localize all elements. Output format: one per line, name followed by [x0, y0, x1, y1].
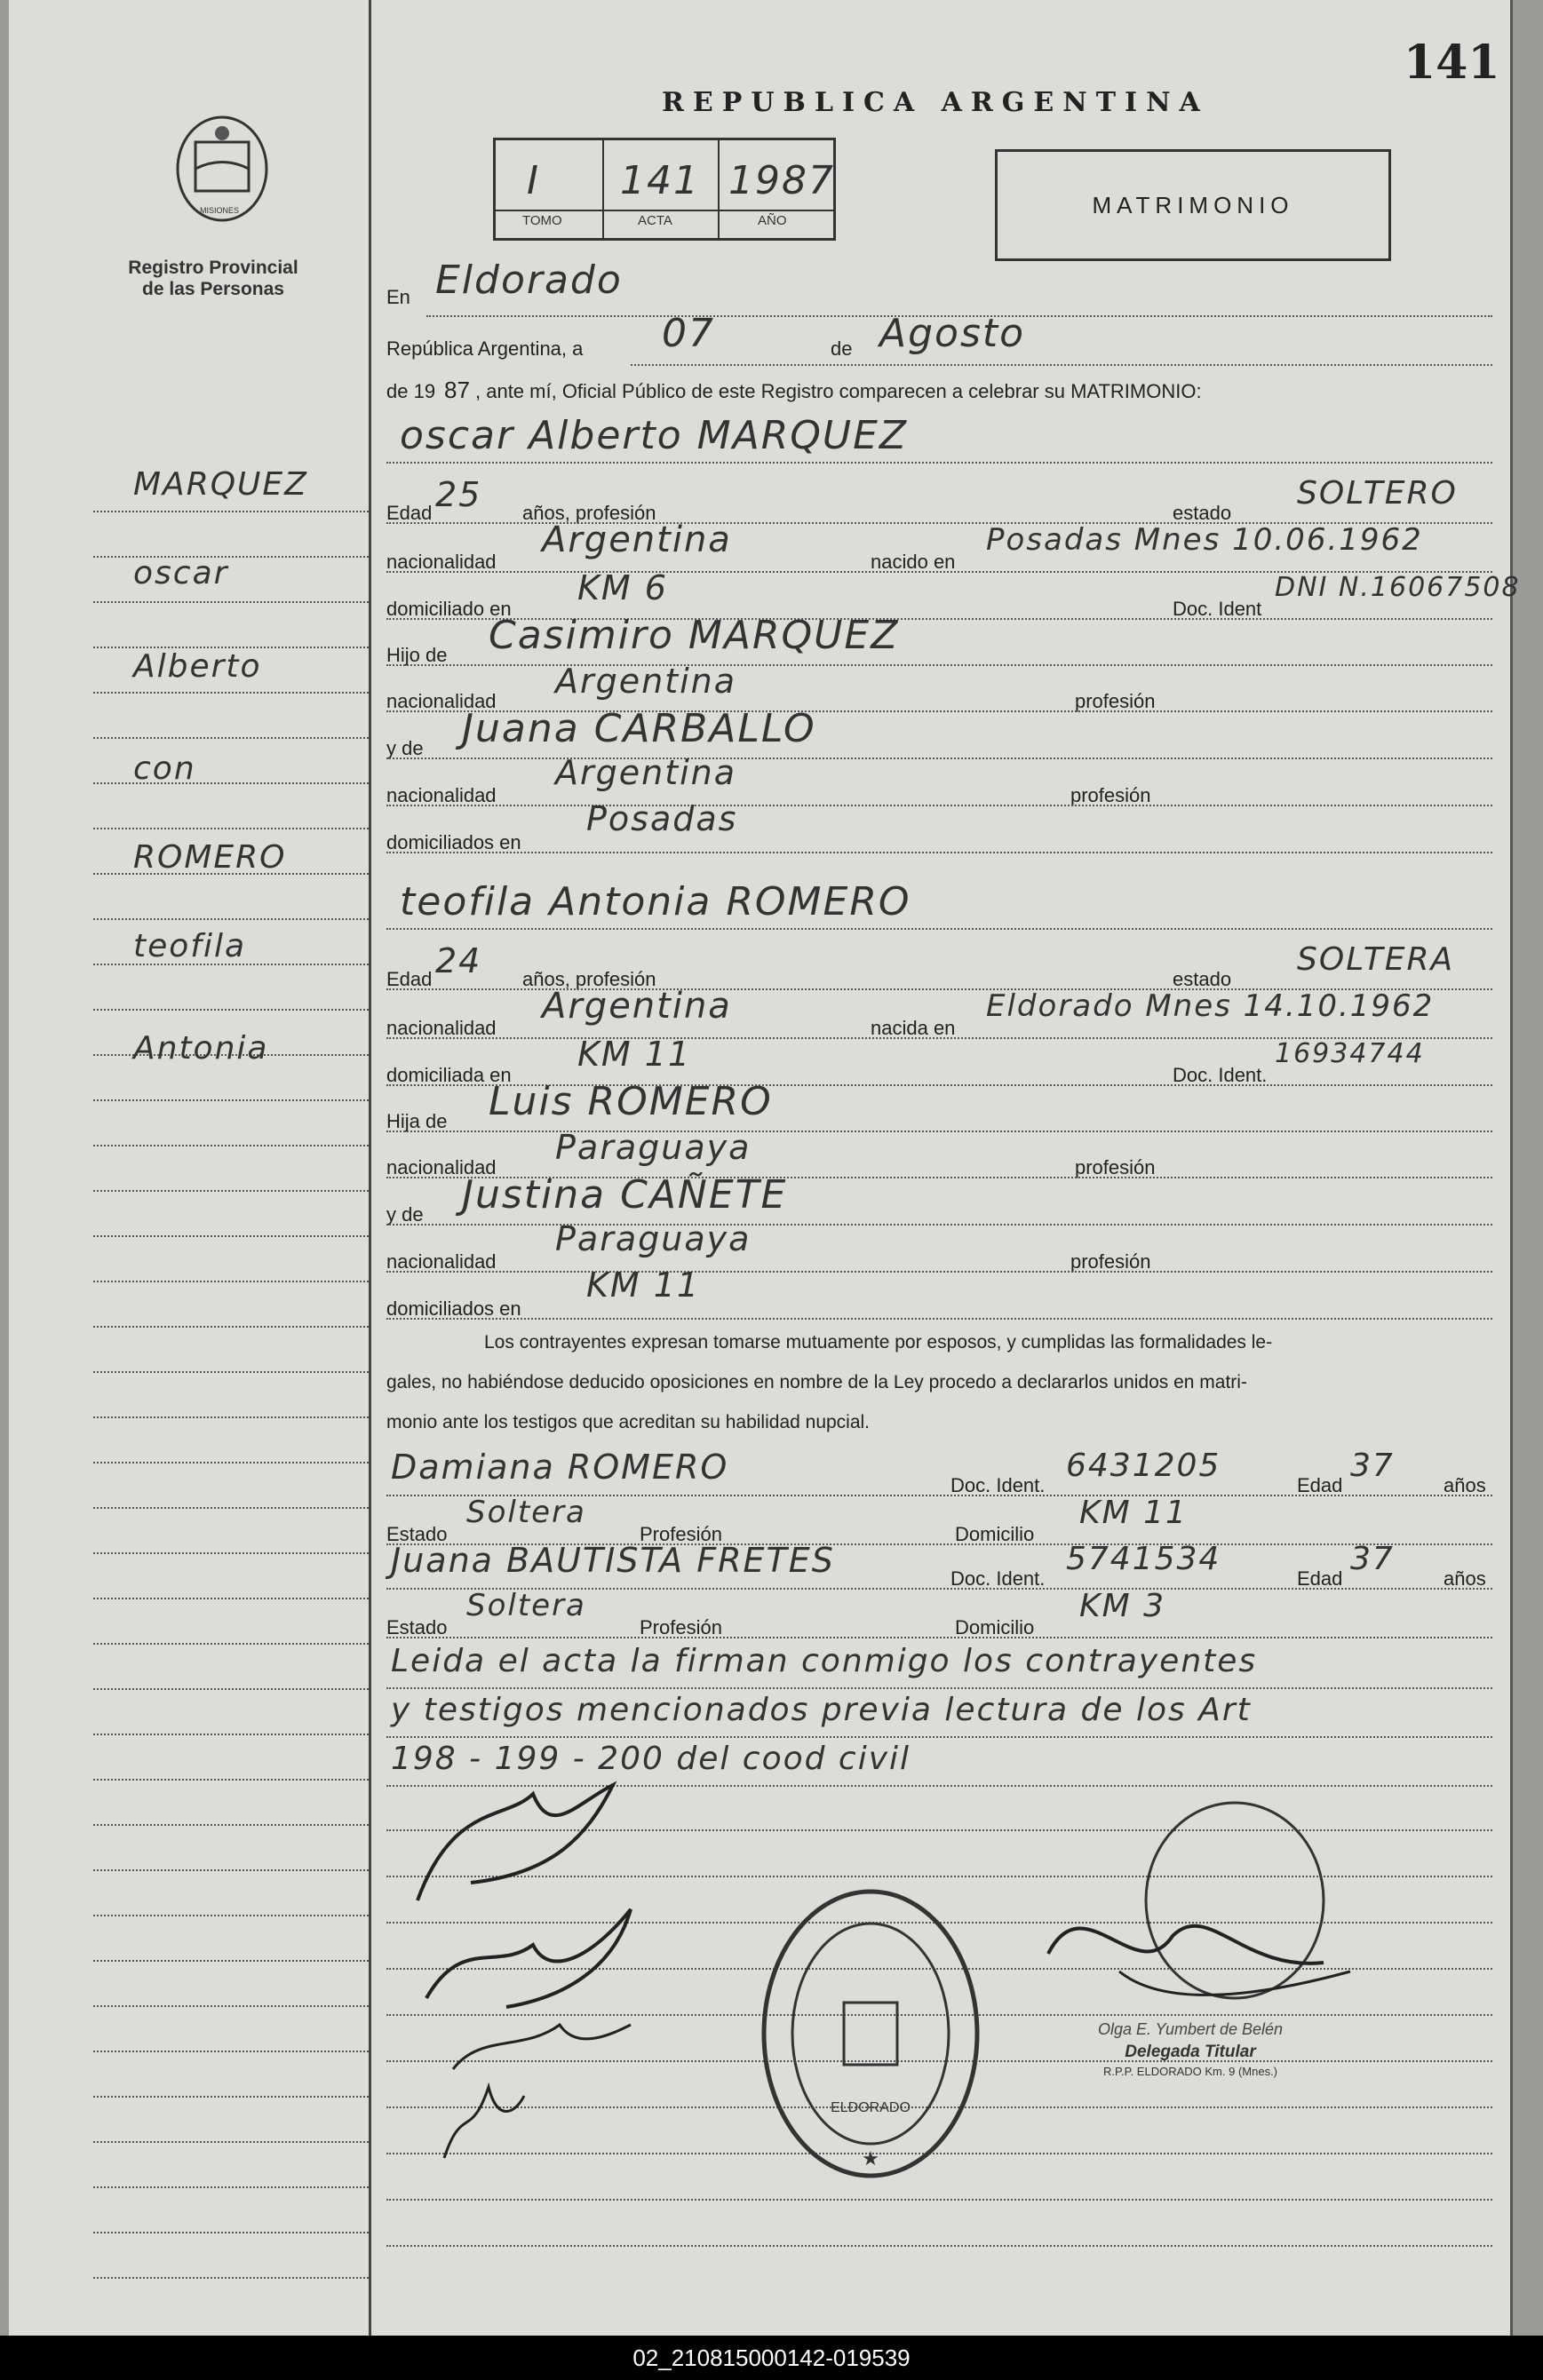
mother-value: Juana CARBALLO: [462, 706, 816, 751]
record-type: MATRIMONIO: [1092, 192, 1294, 218]
witness-edad-label: Edad: [1297, 1567, 1343, 1590]
fill-line: [386, 1224, 1492, 1226]
tomo-label: TOMO: [522, 213, 562, 228]
margin-note: Antonia: [133, 1030, 269, 1067]
doc-label: Doc. Ident: [1173, 598, 1262, 620]
closing-line: Leida el acta la firman conmigo los contrayentes: [391, 1643, 1258, 1679]
declaration-line-1: Los contrayentes expresan tomarse mutuamente por esposos, y cumplidas las formalidades le-: [484, 1332, 1273, 1353]
fill-line: [386, 1687, 1492, 1689]
edad-label: Edad: [386, 968, 433, 990]
margin-note: ROMERO: [133, 839, 287, 876]
margin-line: [93, 2096, 369, 2098]
margin-note: teofila: [133, 928, 247, 964]
margin-line: [93, 1462, 369, 1464]
father-profesion-label: profesión: [1075, 1156, 1156, 1178]
margin-line: [93, 1009, 369, 1011]
official-name: Olga E. Yumbert de Belén: [1097, 2020, 1284, 2038]
fill-line: [386, 758, 1492, 759]
estado-label: estado: [1173, 502, 1232, 524]
age-value: 24: [435, 941, 482, 980]
margin-line: [93, 737, 369, 739]
witness-domicilio-label: Domicilio: [955, 1616, 1035, 1638]
en-label: En: [386, 286, 410, 308]
margin-line: [93, 1552, 369, 1554]
crest-label: MISIONES: [200, 206, 240, 215]
margin-line: [93, 601, 369, 603]
doc-label: Doc. Ident.: [1173, 1064, 1268, 1086]
de-label: de: [831, 337, 853, 360]
margin-line: [93, 1371, 369, 1373]
groom-name: oscar Alberto MARQUEZ: [400, 413, 909, 458]
margin-line: [93, 1960, 369, 1962]
witness-doc-value: 6431205: [1066, 1448, 1221, 1484]
margin-line: [93, 2141, 369, 2143]
margin-line: [93, 511, 369, 512]
nacionalidad-label: nacionalidad: [386, 551, 497, 573]
doc-value: 16934744: [1275, 1038, 1425, 1069]
country-title: REPUBLICA ARGENTINA: [662, 87, 1209, 118]
age-value: 25: [435, 475, 482, 514]
fill-line: [386, 664, 1492, 666]
registry-name: Registro Provincial de las Personas: [128, 258, 298, 299]
place-value: Eldorado: [435, 258, 623, 303]
margin-line: [93, 2005, 369, 2007]
bride-name: teofila Antonia ROMERO: [400, 879, 911, 924]
estado-value: SOLTERO: [1297, 475, 1458, 512]
margin-line: [93, 1099, 369, 1101]
witness-doc-value: 5741534: [1066, 1541, 1221, 1577]
witness-estado-value: Soltera: [466, 1588, 586, 1623]
mother-profesion-label: profesión: [1070, 784, 1151, 806]
margin-note: con: [133, 750, 196, 787]
stamp-city: ELDORADO: [831, 2100, 911, 2115]
mother-nat-label: nacionalidad: [386, 1250, 497, 1273]
tomo-value: I: [527, 158, 540, 203]
acta-label: ACTA: [638, 213, 672, 228]
witness-anos-label: años: [1444, 1567, 1486, 1590]
witness-name: Damiana ROMERO: [391, 1448, 729, 1487]
witness-anos-label: años: [1444, 1474, 1486, 1496]
father-nat-label: nacionalidad: [386, 1156, 497, 1178]
page-number: 141: [1404, 36, 1500, 90]
fill-line: [386, 1736, 1492, 1738]
witness-name: Juana BAUTISTA FRETES: [391, 1541, 835, 1580]
witness-estado-label: Estado: [386, 1616, 448, 1638]
birthplace-label: nacido en: [871, 551, 956, 573]
mother-label: y de: [386, 737, 424, 759]
margin-line: [93, 1779, 369, 1781]
birthplace-label: nacida en: [871, 1017, 956, 1039]
year-value: 87: [444, 377, 470, 403]
nacionalidad-value: Argentina: [542, 520, 732, 560]
record-type-box: [995, 149, 1391, 261]
margin-line: [93, 2232, 369, 2233]
margin-line: [93, 1416, 369, 1418]
witness-age-value: 37: [1350, 1448, 1395, 1484]
profesion-label: años, profesión: [522, 502, 656, 524]
parents-dom-label: domiciliados en: [386, 1297, 521, 1320]
witness-age-value: 37: [1350, 1541, 1395, 1577]
margin-line: [93, 1145, 369, 1146]
father-nat-label: nacionalidad: [386, 690, 497, 712]
fill-line: [386, 2245, 1492, 2247]
father-label: Hijo de: [386, 644, 448, 666]
witness-estado-label: Estado: [386, 1523, 448, 1545]
fill-line: [631, 364, 1492, 366]
margin-line: [93, 1733, 369, 1735]
mother-nat-value: Argentina: [555, 753, 737, 792]
margin-line: [93, 1281, 369, 1282]
month-value: Agosto: [879, 311, 1026, 356]
svg-text:★: ★: [862, 2147, 879, 2170]
mother-profesion-label: profesión: [1070, 1250, 1151, 1273]
witness-profesion-label: Profesión: [640, 1523, 722, 1545]
ano-value: 1987: [728, 158, 835, 203]
declaration-line-2: gales, no habiéndose deducido oposiciones en nombre de la Ley procedo a declararlos unidos en matri-: [386, 1372, 1247, 1392]
margin-line: [93, 1915, 369, 1916]
margin-note: Alberto: [133, 648, 262, 685]
doc-value: DNI N.16067508: [1275, 572, 1521, 603]
father-nat-value: Argentina: [555, 662, 737, 701]
margin-line: [93, 1235, 369, 1237]
margin-note: MARQUEZ: [133, 466, 308, 503]
mother-nat-label: nacionalidad: [386, 784, 497, 806]
estado-label: estado: [1173, 968, 1232, 990]
margin-line: [93, 918, 369, 920]
father-nat-value: Paraguaya: [555, 1128, 752, 1167]
domicilio-value: KM 6: [577, 568, 668, 607]
witness-doc-label: Doc. Ident.: [950, 1474, 1046, 1496]
margin-line: [93, 1598, 369, 1599]
margin-line: [93, 2051, 369, 2052]
witness-domicilio-label: Domicilio: [955, 1523, 1035, 1545]
domicilio-value: KM 11: [577, 1035, 692, 1074]
margin-line: [93, 1326, 369, 1328]
margin-divider: [369, 0, 371, 2336]
image-id-footer: 02_210815000142-019539: [0, 2336, 1543, 2380]
father-profesion-label: profesión: [1075, 690, 1156, 712]
official-stamp: [755, 1883, 986, 2185]
witness-domicilio-value: KM 11: [1079, 1495, 1188, 1531]
witness-edad-label: Edad: [1297, 1474, 1343, 1496]
mother-nat-value: Paraguaya: [555, 1219, 752, 1258]
intro-rest: , ante mí, Oficial Público de este Registro comparecen a celebrar su MATRIMONIO:: [475, 380, 1202, 402]
fill-line: [386, 1271, 1492, 1273]
closing-line: 198 - 199 - 200 del cood civil: [391, 1741, 911, 1777]
margin-line: [93, 2277, 369, 2279]
parents-dom-value: Posadas: [586, 799, 738, 838]
book-reference-box: [493, 138, 836, 241]
margin-line: [93, 692, 369, 694]
nacionalidad-label: nacionalidad: [386, 1017, 497, 1039]
ano-label: AÑO: [758, 213, 787, 228]
father-label: Hija de: [386, 1110, 448, 1132]
fill-line: [386, 852, 1492, 853]
margin-line: [93, 1688, 369, 1690]
official-title: Delegada Titular: [1125, 2043, 1256, 2061]
margin-line: [93, 1869, 369, 1871]
mother-value: Justina CAÑETE: [462, 1172, 788, 1218]
mother-label: y de: [386, 1203, 424, 1226]
fill-line: [386, 1318, 1492, 1320]
declaration-line-3: monio ante los testigos que acreditan su habilidad nupcial.: [386, 1412, 871, 1432]
signature-official: [1030, 1794, 1404, 2025]
birthplace-value: Posadas Mnes 10.06.1962: [986, 522, 1423, 558]
margin-note: oscar: [133, 555, 229, 591]
fill-line: [386, 928, 1492, 930]
fill-line: [386, 462, 1492, 464]
parents-dom-label: domiciliados en: [386, 831, 521, 853]
margin-line: [93, 1190, 369, 1192]
witness-doc-label: Doc. Ident.: [950, 1567, 1046, 1590]
witness-domicilio-value: KM 3: [1079, 1588, 1166, 1624]
closing-line: y testigos mencionados previa lectura de los Art: [391, 1692, 1252, 1728]
nacionalidad-value: Argentina: [542, 986, 732, 1027]
stamp-text: [737, 1865, 738, 1866]
margin-line: [93, 1824, 369, 1826]
margin-line: [93, 2186, 369, 2188]
republica-label: República Argentina, a: [386, 337, 584, 360]
father-value: Luis ROMERO: [489, 1079, 773, 1124]
official-office: R.P.P. ELDORADO Km. 9 (Mnes.): [1102, 2065, 1278, 2078]
parents-dom-value: KM 11: [586, 1265, 701, 1305]
acta-value: 141: [620, 158, 700, 203]
margin-line: [93, 1507, 369, 1509]
fill-line: [386, 1637, 1492, 1638]
signatures-left: [400, 1767, 720, 2176]
day-value: 07: [662, 311, 715, 356]
domicilio-label: domiciliada en: [386, 1064, 512, 1086]
profesion-label: años, profesión: [522, 968, 656, 990]
domicilio-label: domiciliado en: [386, 598, 512, 620]
fill-line: [386, 1130, 1492, 1132]
year-prefix: de 19: [386, 380, 436, 402]
fill-line: [386, 2199, 1492, 2201]
margin-line: [93, 828, 369, 829]
father-value: Casimiro MARQUEZ: [489, 613, 900, 658]
witness-profesion-label: Profesión: [640, 1616, 722, 1638]
estado-value: SOLTERA: [1297, 941, 1455, 978]
edad-label: Edad: [386, 502, 433, 524]
margin-line: [93, 1643, 369, 1645]
birthplace-value: Eldorado Mnes 14.10.1962: [986, 988, 1435, 1024]
witness-estado-value: Soltera: [466, 1495, 586, 1530]
fill-line: [386, 805, 1492, 806]
document-page: [9, 0, 1521, 2336]
